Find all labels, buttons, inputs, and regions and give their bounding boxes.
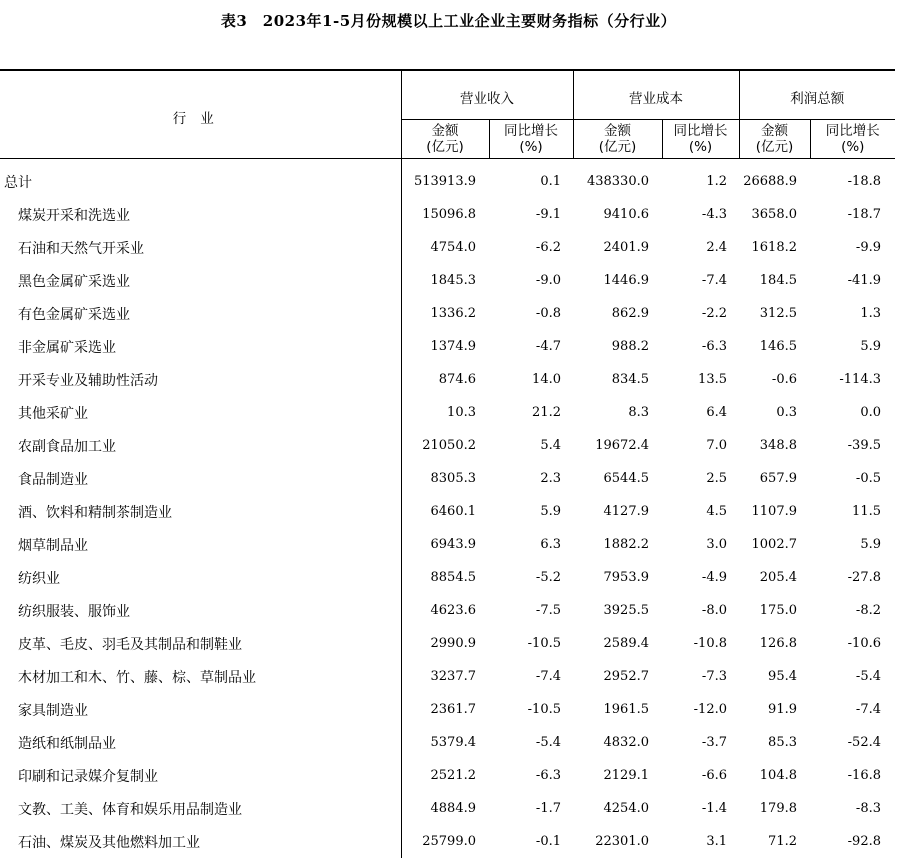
- profit-growth-cell: 11.5: [810, 495, 895, 528]
- table-row: [0, 660, 895, 693]
- profit-amount-cell: 205.4: [739, 561, 810, 594]
- revenue-amount-cell: 8854.5: [401, 561, 489, 594]
- cost-amount-cell: 834.5: [573, 363, 662, 396]
- table-row: [0, 627, 895, 660]
- profit-amount-cell: 184.5: [739, 264, 810, 297]
- revenue-growth-cell: -9.1: [489, 198, 573, 231]
- cost-growth-cell: 7.0: [662, 429, 739, 462]
- profit-amount-cell: 95.4: [739, 660, 810, 693]
- cost-growth-cell: -7.4: [662, 264, 739, 297]
- profit-growth-cell: 0.0: [810, 396, 895, 429]
- profit-growth-cell: -16.8: [810, 759, 895, 792]
- table-row: [0, 561, 895, 594]
- table-row: [0, 462, 895, 495]
- revenue-amount-cell: 4754.0: [401, 231, 489, 264]
- cost-growth-cell: 4.5: [662, 495, 739, 528]
- industry-name: 石油、煤炭及其他燃料加工业: [0, 825, 401, 858]
- revenue-growth-header: 同比增长 (%): [489, 120, 573, 159]
- profit-growth-cell: -114.3: [810, 363, 895, 396]
- revenue-amount-cell: 874.6: [401, 363, 489, 396]
- revenue-amount-cell: 2361.7: [401, 693, 489, 726]
- cost-growth-cell: 1.2: [662, 159, 739, 199]
- profit-amount-cell: 85.3: [739, 726, 810, 759]
- cost-growth-cell: -3.7: [662, 726, 739, 759]
- cost-amount-cell: 1446.9: [573, 264, 662, 297]
- profit-amount-cell: 126.8: [739, 627, 810, 660]
- cost-amount-cell: 4254.0: [573, 792, 662, 825]
- revenue-growth-cell: -5.2: [489, 561, 573, 594]
- profit-growth-cell: -9.9: [810, 231, 895, 264]
- cost-amount-cell: 438330.0: [573, 159, 662, 199]
- industry-name: 其他采矿业: [0, 396, 401, 429]
- table-row: [0, 594, 895, 627]
- industry-name: 木材加工和木、竹、藤、棕、草制品业: [0, 660, 401, 693]
- profit-growth-cell: 1.3: [810, 297, 895, 330]
- cost-amount-cell: 8.3: [573, 396, 662, 429]
- cost-growth-cell: 6.4: [662, 396, 739, 429]
- profit-amount-cell: 348.8: [739, 429, 810, 462]
- revenue-growth-cell: -0.1: [489, 825, 573, 858]
- profit-amount-cell: -0.6: [739, 363, 810, 396]
- table-row: [0, 792, 895, 825]
- profit-amount-cell: 26688.9: [739, 159, 810, 199]
- cost-amount-cell: 6544.5: [573, 462, 662, 495]
- profit-growth-cell: -27.8: [810, 561, 895, 594]
- profit-growth-cell: 5.9: [810, 330, 895, 363]
- cost-growth-cell: -4.3: [662, 198, 739, 231]
- revenue-growth-cell: 5.9: [489, 495, 573, 528]
- profit-amount-cell: 657.9: [739, 462, 810, 495]
- revenue-amount-cell: 3237.7: [401, 660, 489, 693]
- cost-growth-cell: -4.9: [662, 561, 739, 594]
- revenue-amount-cell: 4623.6: [401, 594, 489, 627]
- revenue-amount-cell: 2521.2: [401, 759, 489, 792]
- cost-growth-header: 同比增长 (%): [662, 120, 739, 159]
- profit-amount-cell: 312.5: [739, 297, 810, 330]
- profit-amount-cell: 0.3: [739, 396, 810, 429]
- cost-growth-cell: 2.5: [662, 462, 739, 495]
- total-row: [0, 159, 895, 199]
- financial-indicators-table: [0, 69, 895, 858]
- cost-growth-cell: 13.5: [662, 363, 739, 396]
- profit-group-header: 利润总额: [739, 70, 895, 120]
- profit-growth-cell: -10.6: [810, 627, 895, 660]
- table-row: [0, 363, 895, 396]
- table-row: [0, 198, 895, 231]
- cost-growth-cell: -10.8: [662, 627, 739, 660]
- profit-amount-cell: 104.8: [739, 759, 810, 792]
- profit-growth-cell: -18.8: [810, 159, 895, 199]
- revenue-growth-cell: -5.4: [489, 726, 573, 759]
- industry-name: 食品制造业: [0, 462, 401, 495]
- cost-group-header: 营业成本: [573, 70, 739, 120]
- cost-amount-cell: 7953.9: [573, 561, 662, 594]
- industry-name: 家具制造业: [0, 693, 401, 726]
- cost-amount-header: 金额 (亿元): [573, 120, 662, 159]
- profit-growth-cell: 5.9: [810, 528, 895, 561]
- profit-amount-cell: 1107.9: [739, 495, 810, 528]
- revenue-growth-cell: -4.7: [489, 330, 573, 363]
- cost-amount-cell: 19672.4: [573, 429, 662, 462]
- industry-name: 皮革、毛皮、羽毛及其制品和制鞋业: [0, 627, 401, 660]
- revenue-growth-cell: -1.7: [489, 792, 573, 825]
- profit-growth-cell: -8.3: [810, 792, 895, 825]
- cost-growth-cell: 3.0: [662, 528, 739, 561]
- revenue-growth-cell: -10.5: [489, 693, 573, 726]
- revenue-amount-cell: 6460.1: [401, 495, 489, 528]
- industry-column-header: 行业: [0, 70, 401, 159]
- table-row: [0, 330, 895, 363]
- revenue-growth-cell: 2.3: [489, 462, 573, 495]
- profit-growth-cell: -52.4: [810, 726, 895, 759]
- table-row: [0, 528, 895, 561]
- cost-growth-cell: 3.1: [662, 825, 739, 858]
- revenue-growth-cell: 6.3: [489, 528, 573, 561]
- profit-growth-cell: -7.4: [810, 693, 895, 726]
- revenue-growth-cell: -10.5: [489, 627, 573, 660]
- cost-amount-cell: 1961.5: [573, 693, 662, 726]
- revenue-amount-cell: 513913.9: [401, 159, 489, 199]
- revenue-growth-cell: -6.2: [489, 231, 573, 264]
- profit-growth-header: 同比增长 (%): [810, 120, 895, 159]
- profit-growth-cell: -92.8: [810, 825, 895, 858]
- table-row: [0, 759, 895, 792]
- industry-name: 印刷和记录媒介复制业: [0, 759, 401, 792]
- profit-amount-cell: 175.0: [739, 594, 810, 627]
- cost-amount-cell: 2952.7: [573, 660, 662, 693]
- revenue-growth-cell: -7.5: [489, 594, 573, 627]
- table-row: [0, 726, 895, 759]
- profit-growth-cell: -39.5: [810, 429, 895, 462]
- table-row: [0, 495, 895, 528]
- industry-name: 纺织业: [0, 561, 401, 594]
- revenue-amount-cell: 1374.9: [401, 330, 489, 363]
- table-title: 表3 2023年1-5月份规模以上工业企业主要财务指标（分行业）: [0, 10, 897, 31]
- table-row: [0, 429, 895, 462]
- revenue-amount-header: 金额 (亿元): [401, 120, 489, 159]
- cost-amount-cell: 22301.0: [573, 825, 662, 858]
- revenue-amount-cell: 8305.3: [401, 462, 489, 495]
- cost-amount-cell: 2401.9: [573, 231, 662, 264]
- revenue-growth-cell: 21.2: [489, 396, 573, 429]
- revenue-amount-cell: 1845.3: [401, 264, 489, 297]
- profit-amount-cell: 146.5: [739, 330, 810, 363]
- cost-growth-cell: -8.0: [662, 594, 739, 627]
- profit-growth-cell: -5.4: [810, 660, 895, 693]
- revenue-amount-cell: 15096.8: [401, 198, 489, 231]
- revenue-group-header: 营业收入: [401, 70, 573, 120]
- revenue-amount-cell: 4884.9: [401, 792, 489, 825]
- profit-amount-cell: 179.8: [739, 792, 810, 825]
- industry-name: 非金属矿采选业: [0, 330, 401, 363]
- table-row: [0, 297, 895, 330]
- industry-name: 黑色金属矿采选业: [0, 264, 401, 297]
- revenue-growth-cell: 14.0: [489, 363, 573, 396]
- cost-growth-cell: 2.4: [662, 231, 739, 264]
- cost-amount-cell: 988.2: [573, 330, 662, 363]
- industry-name: 文教、工美、体育和娱乐用品制造业: [0, 792, 401, 825]
- revenue-growth-cell: 5.4: [489, 429, 573, 462]
- industry-name: 煤炭开采和洗选业: [0, 198, 401, 231]
- revenue-amount-cell: 10.3: [401, 396, 489, 429]
- industry-name: 有色金属矿采选业: [0, 297, 401, 330]
- cost-growth-cell: -12.0: [662, 693, 739, 726]
- table-row: [0, 825, 895, 858]
- cost-amount-cell: 4832.0: [573, 726, 662, 759]
- revenue-amount-cell: 1336.2: [401, 297, 489, 330]
- revenue-amount-cell: 21050.2: [401, 429, 489, 462]
- revenue-growth-cell: -0.8: [489, 297, 573, 330]
- industry-name: 石油和天然气开采业: [0, 231, 401, 264]
- cost-growth-cell: -7.3: [662, 660, 739, 693]
- cost-amount-cell: 2589.4: [573, 627, 662, 660]
- cost-amount-cell: 4127.9: [573, 495, 662, 528]
- revenue-growth-cell: -7.4: [489, 660, 573, 693]
- cost-amount-cell: 9410.6: [573, 198, 662, 231]
- cost-growth-cell: -6.3: [662, 330, 739, 363]
- revenue-amount-cell: 6943.9: [401, 528, 489, 561]
- profit-growth-cell: -41.9: [810, 264, 895, 297]
- revenue-amount-cell: 5379.4: [401, 726, 489, 759]
- industry-name: 造纸和纸制品业: [0, 726, 401, 759]
- cost-growth-cell: -1.4: [662, 792, 739, 825]
- industry-name: 纺织服装、服饰业: [0, 594, 401, 627]
- revenue-amount-cell: 25799.0: [401, 825, 489, 858]
- cost-amount-cell: 862.9: [573, 297, 662, 330]
- profit-amount-cell: 3658.0: [739, 198, 810, 231]
- table-row: [0, 231, 895, 264]
- table-body: [0, 159, 895, 858]
- cost-amount-cell: 1882.2: [573, 528, 662, 561]
- industry-name: 开采专业及辅助性活动: [0, 363, 401, 396]
- revenue-amount-cell: 2990.9: [401, 627, 489, 660]
- industry-name: 烟草制品业: [0, 528, 401, 561]
- cost-amount-cell: 2129.1: [573, 759, 662, 792]
- profit-growth-cell: -18.7: [810, 198, 895, 231]
- table-row: [0, 264, 895, 297]
- industry-name: 酒、饮料和精制茶制造业: [0, 495, 401, 528]
- revenue-growth-cell: 0.1: [489, 159, 573, 199]
- table-row: [0, 693, 895, 726]
- profit-growth-cell: -8.2: [810, 594, 895, 627]
- profit-amount-cell: 1002.7: [739, 528, 810, 561]
- revenue-growth-cell: -6.3: [489, 759, 573, 792]
- profit-amount-cell: 91.9: [739, 693, 810, 726]
- industry-name: 农副食品加工业: [0, 429, 401, 462]
- industry-name: 总计: [0, 159, 401, 199]
- table-row: [0, 396, 895, 429]
- profit-amount-header: 金额 (亿元): [739, 120, 810, 159]
- profit-growth-cell: -0.5: [810, 462, 895, 495]
- cost-amount-cell: 3925.5: [573, 594, 662, 627]
- revenue-growth-cell: -9.0: [489, 264, 573, 297]
- cost-growth-cell: -6.6: [662, 759, 739, 792]
- profit-amount-cell: 1618.2: [739, 231, 810, 264]
- profit-amount-cell: 71.2: [739, 825, 810, 858]
- cost-growth-cell: -2.2: [662, 297, 739, 330]
